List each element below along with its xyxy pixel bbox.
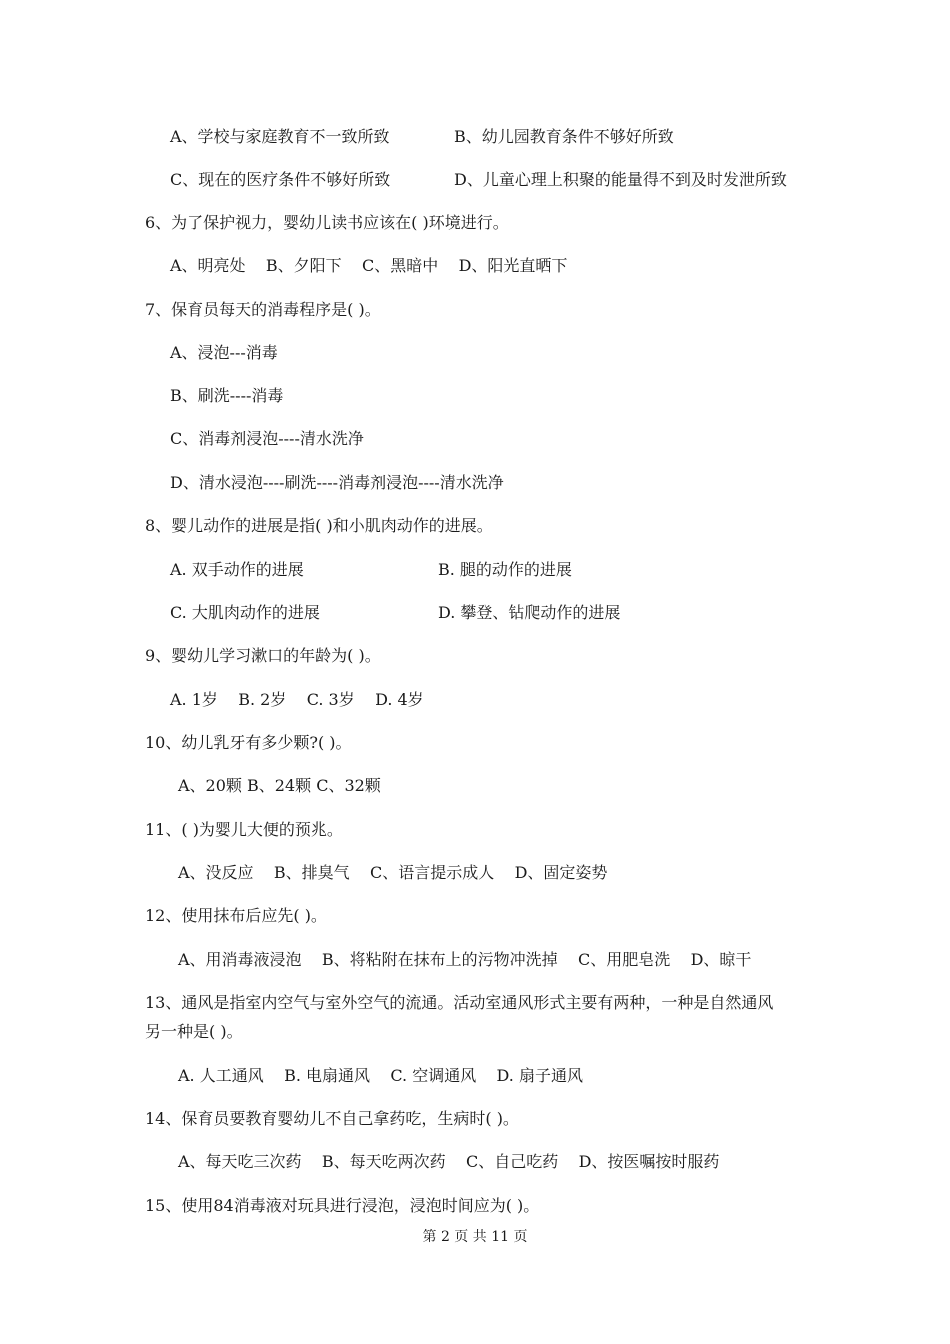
q12-options: A、用消毒液浸泡 B、将粘附在抹布上的污物冲洗掉 C、用肥皂洗 D、晾干 bbox=[178, 950, 752, 969]
q10-question: 10、幼儿乳牙有多少颗?( )。 bbox=[145, 733, 352, 752]
q6-options: A、明亮处 B、夕阳下 C、黑暗中 D、阳光直晒下 bbox=[170, 256, 568, 275]
page-footer: 第 2 页 共 11 页 bbox=[422, 1229, 528, 1245]
q8-option-a: A. 双手动作的进展 bbox=[170, 560, 304, 579]
q9-question: 9、婴幼儿学习漱口的年龄为( )。 bbox=[145, 646, 381, 665]
q11-question: 11、( )为婴儿大便的预兆。 bbox=[145, 820, 343, 839]
q11-options: A、没反应 B、排臭气 C、语言提示成人 D、固定姿势 bbox=[178, 863, 608, 882]
q13-question-line2: 另一种是( )。 bbox=[145, 1022, 243, 1041]
q15-question: 15、使用84消毒液对玩具进行浸泡，浸泡时间应为( )。 bbox=[145, 1196, 540, 1215]
q9-options: A. 1岁 B. 2岁 C. 3岁 D. 4岁 bbox=[170, 690, 424, 709]
q8-option-d: D. 攀登、钻爬动作的进展 bbox=[438, 603, 621, 622]
q12-question: 12、使用抹布后应先( )。 bbox=[145, 906, 327, 925]
q7-question: 7、保育员每天的消毒程序是( )。 bbox=[145, 300, 381, 319]
q5-option-b: B、幼儿园教育条件不够好所致 bbox=[454, 127, 674, 146]
q7-option-b: B、刷洗----消毒 bbox=[170, 386, 284, 405]
q14-question: 14、保育员要教育婴幼儿不自己拿药吃，生病时( )。 bbox=[145, 1109, 519, 1128]
q5-option-a: A、学校与家庭教育不一致所致 bbox=[170, 127, 390, 146]
q8-option-c: C. 大肌肉动作的进展 bbox=[170, 603, 320, 622]
q7-option-d: D、清水浸泡----刷洗----消毒剂浸泡----清水洗净 bbox=[170, 473, 504, 492]
q7-option-a: A、浸泡---消毒 bbox=[170, 343, 278, 362]
q13-question-line1: 13、通风是指室内空气与室外空气的流通。活动室通风形式主要有两种，一种是自然通风 bbox=[145, 993, 774, 1012]
q7-option-c: C、消毒剂浸泡----清水洗净 bbox=[170, 429, 364, 448]
q13-options: A. 人工通风 B. 电扇通风 C. 空调通风 D. 扇子通风 bbox=[178, 1066, 583, 1085]
q6-question: 6、为了保护视力，婴幼儿读书应该在( )环境进行。 bbox=[145, 213, 509, 232]
q8-question: 8、婴儿动作的进展是指( )和小肌肉动作的进展。 bbox=[145, 516, 493, 535]
q14-options: A、每天吃三次药 B、每天吃两次药 C、自己吃药 D、按医嘱按时服药 bbox=[178, 1152, 720, 1171]
q5-option-c: C、现在的医疗条件不够好所致 bbox=[170, 170, 391, 189]
q10-options: A、20颗 B、24颗 C、32颗 bbox=[178, 776, 381, 795]
q5-option-d: D、儿童心理上积聚的能量得不到及时发泄所致 bbox=[454, 170, 787, 189]
q8-option-b: B. 腿的动作的进展 bbox=[438, 560, 572, 579]
